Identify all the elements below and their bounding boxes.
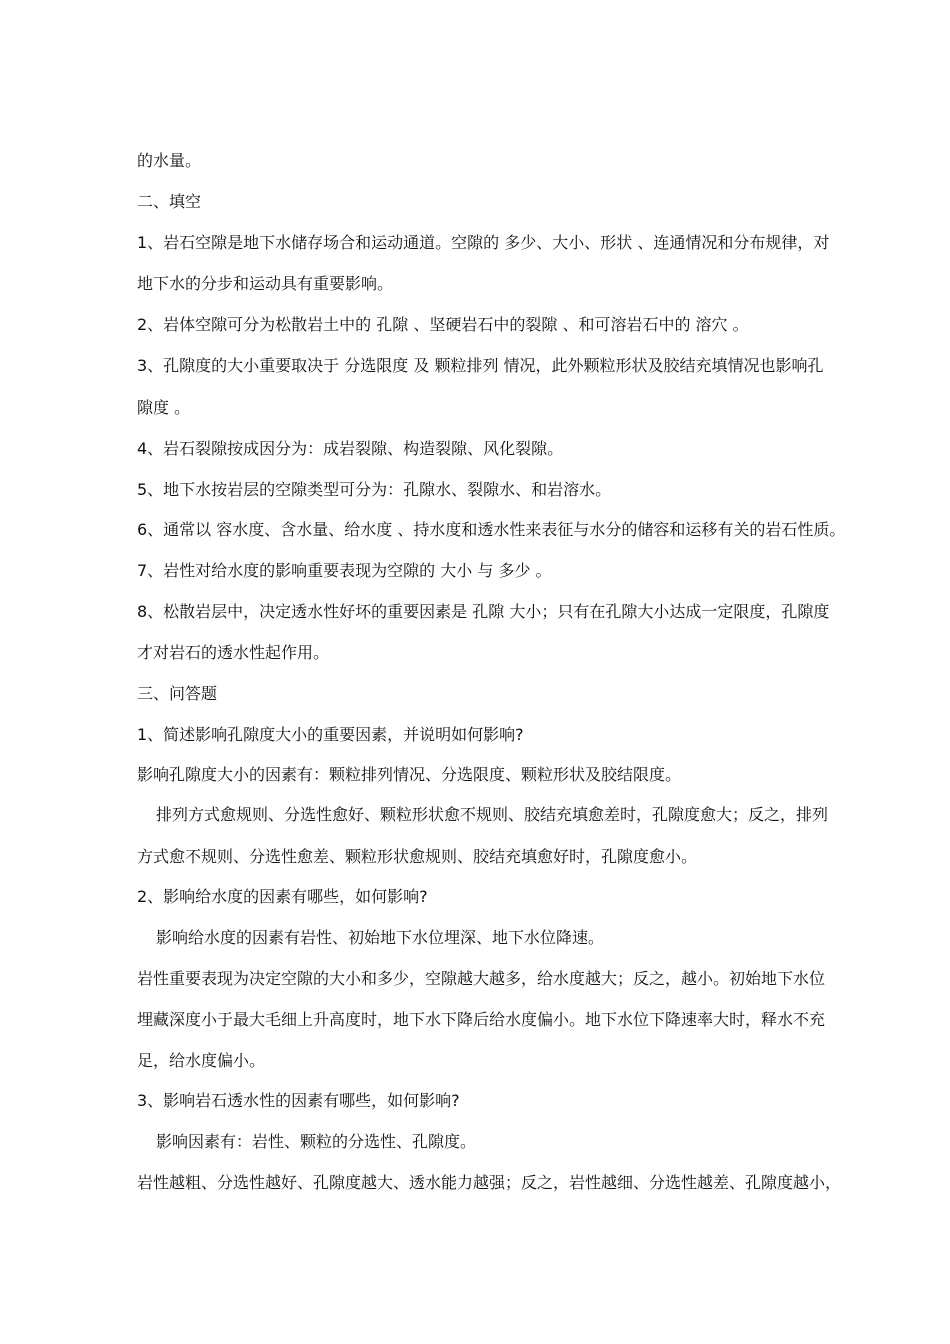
text-line-continuation: 的水量。 [137,151,202,170]
answer-line: 埋藏深度小于最大毛细上升高度时，地下水下降后给水度偏小。地下水位下降速率大时，释水不充 [137,1010,826,1029]
answer-line: 方式愈不规则、分选性愈差、颗粒形状愈规则、胶结充填愈好时，孔隙度愈小。 [137,847,698,866]
text-line: 2、岩体空隙可分为松散岩土中的 孔隙 、坚硬岩石中的裂隙 、和可溶岩石中的 溶穴 。 [137,315,749,334]
answer-line: 岩性越粗、分选性越好、孔隙度越大、透水能力越强；反之，岩性越细、分选性越差、孔隙度越小， [137,1173,842,1192]
text-line: 1、岩石空隙是地下水储存场合和运动通道。空隙的 多少、大小、形状 、连通情况和分布规律，对 [137,233,830,252]
question-line: 1、简述影响孔隙度大小的重要因素，并说明如何影响? [137,725,524,744]
text-line: 隙度 。 [137,398,191,417]
text-line: 4、岩石裂隙按成因分为：成岩裂隙、构造裂隙、风化裂隙。 [137,439,564,458]
answer-line: 影响孔隙度大小的因素有：颗粒排列情况、分选限度、颗粒形状及胶结限度。 [137,765,682,784]
text-line: 7、岩性对给水度的影响重要表现为空隙的 大小 与 多少 。 [137,561,552,580]
text-line: 地下水的分步和运动具有重要影响。 [137,274,394,293]
section-heading-fill-in: 二、填空 [137,192,202,211]
text-line: 6、通常以 容水度、含水量、给水度 、持水度和透水性来表征与水分的储容和运移有关的岩石性质。 [137,520,846,539]
answer-line: 足，给水度偏小。 [137,1051,266,1070]
answer-line: 影响因素有：岩性、颗粒的分选性、孔隙度。 [156,1132,477,1151]
answer-line: 岩性重要表现为决定空隙的大小和多少，空隙越大越多，给水度越大；反之，越小。初始地下水位 [137,969,826,988]
section-heading-qa: 三、问答题 [137,684,218,703]
answer-line: 排列方式愈规则、分选性愈好、颗粒形状愈不规则、胶结充填愈差时，孔隙度愈大；反之，排列 [156,805,829,824]
text-line: 8、松散岩层中，决定透水性好坏的重要因素是 孔隙 大小；只有在孔隙大小达成一定限度，孔隙度 [137,602,830,621]
text-line: 才对岩石的透水性起作用。 [137,643,330,662]
answer-line: 影响给水度的因素有岩性、初始地下水位埋深、地下水位降速。 [156,928,605,947]
text-line: 3、孔隙度的大小重要取决于 分选限度 及 颗粒排列 情况，此外颗粒形状及胶结充填情况也影响孔 [137,356,824,375]
question-line: 3、影响岩石透水性的因素有哪些，如何影响? [137,1091,460,1110]
question-line: 2、影响给水度的因素有哪些，如何影响? [137,887,428,906]
text-line: 5、地下水按岩层的空隙类型可分为：孔隙水、裂隙水、和岩溶水。 [137,480,612,499]
